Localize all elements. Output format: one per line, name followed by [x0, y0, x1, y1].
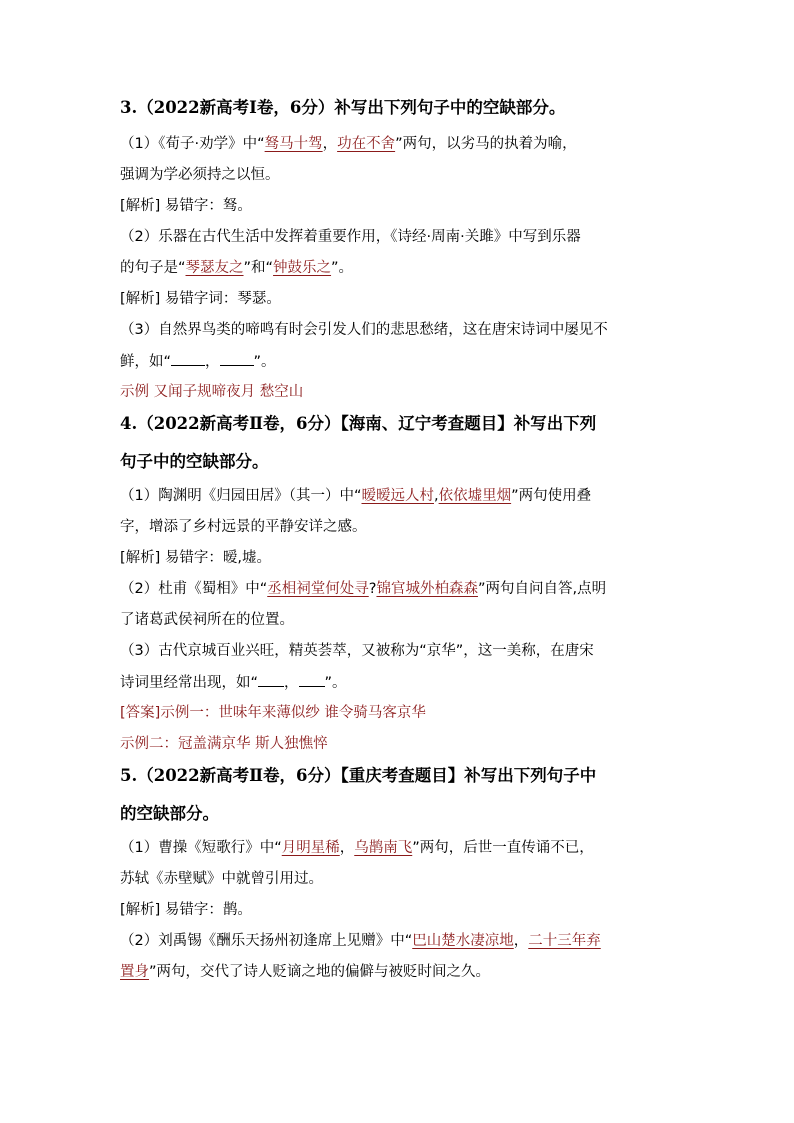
q3-part2-line1: （2）乐器在古代生活中发挥着重要作用，《诗经·周南·关雎》中写到乐器 [120, 229, 581, 245]
q3-blank2 [220, 351, 254, 366]
q4-title-line1: 4.（2022新高考Ⅱ卷，6分）【海南、辽宁考查题目】补写出下列 [120, 414, 597, 433]
q3-part2-mid: ”和“ [243, 260, 274, 276]
q5-title-line1: 5.（2022新高考Ⅱ卷，6分）【重庆考查题目】补写出下列句子中 [120, 766, 597, 785]
q4-part3-line1: （3）古代京城百业兴旺，精英荟萃，又被称为“京华”，这一美称，在唐宋 [120, 643, 594, 659]
q3-part3-prefix: 鲜，如“ [120, 354, 172, 370]
q5-part2-answer2-part1: 二十三年弃 [528, 933, 601, 949]
q3-blank1 [171, 351, 205, 366]
q4-part1-line2: 字，增添了乡村远景的平静安详之感。 [120, 519, 367, 535]
q4-part2-sep: ? [368, 581, 377, 597]
q5-part1-suffix: ”两句，后世一直传诵不已， [412, 840, 594, 856]
q3-part1-suffix: ”两句，以劣马的执着为喻， [395, 136, 577, 152]
q5-part2-line1 [120, 931, 601, 951]
q4-part2-answer2: 锦官城外柏森森 [376, 581, 478, 597]
q5-part1-answer2: 乌鹊南飞 [354, 840, 413, 856]
q5-part2-answer1: 巴山楚水凄凉地 [412, 933, 514, 949]
q4-blank2 [299, 672, 325, 687]
q4-part1-line1 [120, 486, 591, 506]
q5-analysis1: [解析] 易错字：鹊。 [120, 902, 252, 918]
q5-part1-line1 [120, 838, 594, 858]
q3-part1-prefix: （1）《荀子·劝学》中“ [120, 136, 265, 152]
q3-part1-sep: ， [322, 136, 338, 152]
q5-part2-line2 [120, 962, 490, 982]
q3-part1-line1 [120, 134, 577, 154]
q5-part1-prefix: （1）曹操《短歌行》中“ [120, 840, 282, 856]
q3-part3-line1: （3）自然界鸟类的啼鸣有时会引发人们的悲思愁绪，这在唐宋诗词中屡见不 [120, 322, 608, 338]
q3-part2-answer1: 琴瑟友之 [185, 260, 244, 276]
q5-part2-prefix: （2）刘禹锡《酬乐天扬州初逢席上见赠》中“ [120, 933, 413, 949]
q4-part1-sep: , [434, 488, 439, 504]
q4-part1-suffix: ”两句使用叠 [511, 488, 592, 504]
q5-part1-answer1: 月明星稀 [281, 840, 340, 856]
q4-part1-answer2: 依依墟里烟 [438, 488, 512, 504]
q3-part2-prefix: 的句子是“ [120, 260, 186, 276]
q4-answer2: 示例二：冠盖满京华 斯人独憔悴 [120, 736, 328, 752]
q5-part2-answer2-part2: 置身 [120, 964, 149, 980]
q3-part2-suffix: ”。 [331, 260, 354, 276]
q5-part2-suffix: ”两句，交代了诗人贬谪之地的偏僻与被贬时间之久。 [149, 964, 491, 980]
q3-part1-answer2: 功在不舍 [337, 136, 396, 152]
q5-title-line2: 的空缺部分。 [120, 804, 219, 823]
q4-analysis1: [解析] 易错字：暧,墟。 [120, 550, 272, 566]
q5-part2-sep: ， [513, 933, 529, 949]
q4-part1-answer1: 暧暧远人村 [361, 488, 434, 504]
q3-title: 3.（2022新高考Ⅰ卷，6分）补写出下列句子中的空缺部分。 [120, 98, 566, 117]
q4-part2-suffix: ”两句自问自答,点明 [477, 581, 607, 597]
q3-example: 示例 又闻子规啼夜月 愁空山 [120, 384, 304, 400]
q3-part2-answer2: 钟鼓乐之 [273, 260, 332, 276]
q3-part3-sep: ， [205, 354, 220, 370]
q4-part1-prefix: （1）陶渊明《归园田居》（其一）中“ [120, 488, 362, 504]
q3-analysis2: [解析] 易错字词：琴瑟。 [120, 291, 281, 307]
q4-part2-line1 [120, 579, 606, 599]
q4-part3-sep: ， [284, 675, 299, 691]
q3-part2-line2 [120, 258, 353, 278]
q4-part3-suffix: ”。 [324, 675, 347, 691]
q4-part2-answer1: 丞相祠堂何处寻 [267, 581, 369, 597]
q5-part1-line2: 苏轼《赤壁赋》中就曾引用过。 [120, 871, 323, 887]
q3-analysis1: [解析] 易错字：驽。 [120, 198, 252, 214]
q4-part3-prefix: 诗词里经常出现，如“ [120, 675, 259, 691]
q5-part1-sep: ， [339, 840, 355, 856]
q3-part1-line2: 强调为学必须持之以恒。 [120, 167, 280, 183]
q4-part2-line2: 了诸葛武侯祠所在的位置。 [120, 612, 294, 628]
q3-part1-answer1: 驽马十驾 [264, 136, 323, 152]
q4-title-line2: 句子中的空缺部分。 [120, 452, 269, 471]
q4-part3-line2 [120, 672, 347, 693]
q3-part3-suffix: ”。 [253, 354, 276, 370]
q4-part2-prefix: （2）杜甫《蜀相》中“ [120, 581, 268, 597]
q4-answer1: [答案]示例一：世味年来薄似纱 谁令骑马客京华 [120, 705, 426, 721]
q3-part3-line2 [120, 351, 276, 372]
q4-blank1 [258, 672, 284, 687]
